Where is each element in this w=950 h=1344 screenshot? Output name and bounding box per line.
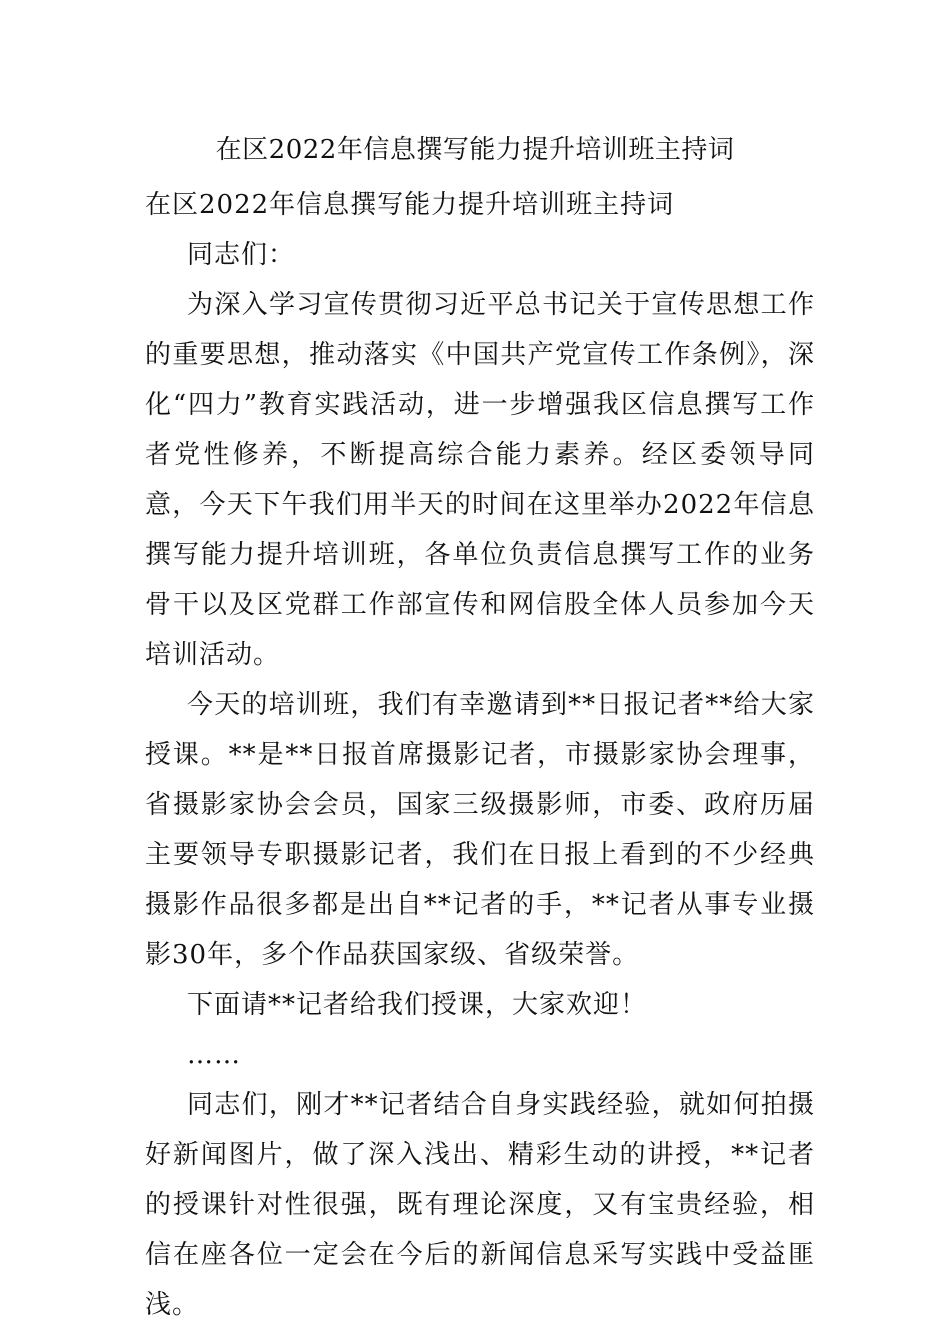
paragraph-speaker-intro: 今天的培训班，我们有幸邀请到**日报记者**给大家授课。**是**日报首席摄影记者，市摄影家协会理事，省摄影家协会会员，国家三级摄影师，市委、政府历届主要领导专职摄影记者，我们在日报上看到的不少经典摄影作品很多都是出自**记者的手，**记者从事专业摄影30年，多个作品获国家级、省级荣誉。 — [145, 690, 815, 970]
document-body — [145, 180, 815, 1330]
paragraph-ellipsis: …… — [187, 1040, 241, 1070]
paragraph-welcome: 下面请**记者给我们授课，大家欢迎！ — [187, 990, 648, 1020]
paragraph-summary: 同志们，刚才**记者结合自身实践经验，就如何拍摄好新闻图片，做了深入浅出、精彩生动的讲授，**记者的授课针对性很强，既有理论深度，又有宝贵经验，相信在座各位一定会在今后的新闻信息采写实践中受益匪浅。 — [145, 1090, 815, 1320]
document-subtitle: 在区2022年信息撰写能力提升培训班主持词 — [145, 190, 675, 220]
paragraph-purpose: 为深入学习宣传贯彻习近平总书记关于宣传思想工作的重要思想，推动落实《中国共产党宣传工作条例》，深化“四力”教育实践活动，进一步增强我区信息撰写工作者党性修养，不断提高综合能力素养。经区委领导同意，今天下午我们用半天的时间在这里举办2022年信息撰写能力提升培训班，各单位负责信息撰写工作的业务骨干以及区党群工作部宣传和网信股全体人员参加今天培训活动。 — [145, 290, 815, 670]
paragraph-greeting: 同志们： — [187, 240, 296, 270]
document-title: 在区2022年信息撰写能力提升培训班主持词 — [215, 135, 735, 165]
